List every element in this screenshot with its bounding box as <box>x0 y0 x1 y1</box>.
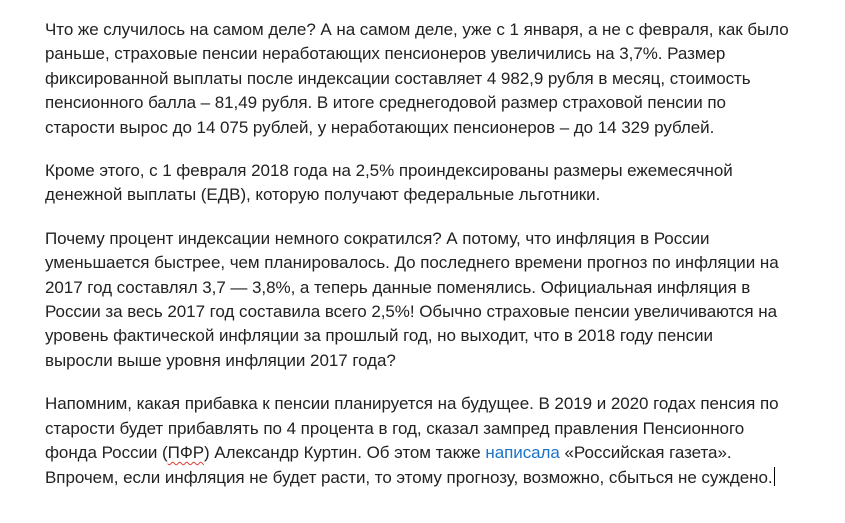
paragraph-3-line-6: выросли выше уровня инфляции 2017 года? <box>45 350 396 370</box>
paragraph-4 <box>45 392 835 490</box>
paragraph-3-line-5: уровень фактической инфляции за прошлый год, но выходит, что в 2018 году пенсии <box>45 326 713 346</box>
paragraph-4-line-3-start: фонда России ( <box>45 443 168 463</box>
paragraph-4-line-4-text: Впрочем, если инфляция не будет расти, то этому прогнозу, возможно, сбыться не суждено. <box>45 467 773 487</box>
paragraph-3 <box>45 227 835 373</box>
paragraph-2-line-1: Кроме этого, с 1 февраля 2018 года на 2,5% проиндексированы размеры ежемесячной <box>45 161 733 181</box>
paragraph-4-line-1: Напомним, какая прибавка к пенсии планируется на будущее. В 2019 и 2020 годах пенсия по <box>45 394 779 414</box>
paragraph-3-line-4: России за весь 2017 год составила всего 2,5%! Обычно страховые пенсии увеличиваются на <box>45 302 778 322</box>
paragraph-4-line-2: старости будет прибавлять по 4 процента в год, сказал зампред правления Пенсионного <box>45 418 745 438</box>
source-link[interactable]: написала <box>485 443 560 463</box>
paragraph-1-line-5: старости вырос до 14 075 рублей, у неработающих пенсионеров – до 14 329 рублей. <box>45 117 715 137</box>
paragraph-1-line-3: фиксированной выплаты после индексации составляет 4 982,9 рубля в месяц, стоимость <box>45 68 751 88</box>
paragraph-4-line-3-end: «Российская газета». <box>559 443 732 463</box>
paragraph-4-line-4 <box>45 466 835 490</box>
paragraph-1 <box>45 18 835 140</box>
paragraph-1-line-1: Что же случилось на самом деле? А на самом деле, уже с 1 января, а не с февраля, как было <box>45 20 789 39</box>
paragraph-3-line-3: 2017 год составлял 3,7 — 3,8%, а теперь данные поменялись. Официальная инфляция в <box>45 277 751 297</box>
spellcheck-flagged-word[interactable]: ПФР <box>167 443 204 463</box>
article-body <box>45 18 835 490</box>
paragraph-3-line-1: Почему процент индексации немного сократился? А потому, что инфляция в России <box>45 228 710 248</box>
paragraph-2 <box>45 159 835 208</box>
paragraph-3-line-2: уменьшается быстрее, чем планировалось. До последнего времени прогноз по инфляции на <box>45 253 779 273</box>
paragraph-4-line-3-middle: ) Александр Куртин. Об этом также <box>204 443 486 463</box>
text-cursor <box>774 467 775 486</box>
paragraph-1-line-4: пенсионного балла – 81,49 рубля. В итоге среднегодовой размер страховой пенсии по <box>45 93 726 113</box>
paragraph-4-line-3 <box>45 441 835 465</box>
paragraph-2-line-2: денежной выплаты (ЕДВ), которую получают федеральные льготники. <box>45 185 601 205</box>
paragraph-1-line-2: раньше, страховые пенсии неработающих пенсионеров увеличились на 3,7%. Размер <box>45 44 726 64</box>
